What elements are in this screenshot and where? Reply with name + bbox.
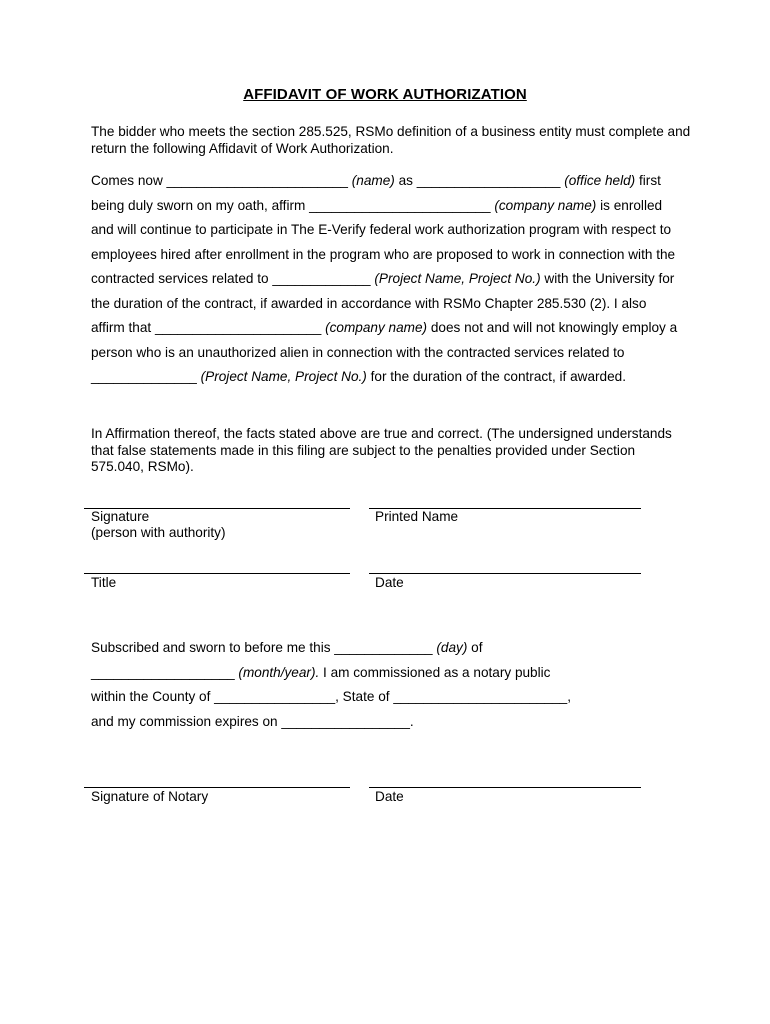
body-line-9: [91, 369, 626, 385]
date-label: Date: [375, 575, 404, 590]
body-line-5: [91, 271, 674, 287]
intro-paragraph: The bidder who meets the section 285.525, RSMo definition of a business entity must complete and return the following Affidavit of Work Authorization.: [91, 124, 691, 156]
printed-name-label: Printed Name: [375, 509, 459, 524]
body-line-3: and will continue to participate in The E-Verify federal work authorization program with respect to: [91, 222, 672, 237]
date-line[interactable]: [369, 573, 641, 574]
name-hint: (name): [351, 173, 395, 188]
body-text: Comes now ________________________: [91, 173, 352, 188]
body-text: with the University for: [540, 271, 675, 286]
notary-signature-line[interactable]: [84, 787, 350, 788]
body-line-8: person who is an unauthorized alien in connection with the contracted services related to: [91, 345, 625, 360]
notary-line-4: and my commission expires on _________________.: [91, 714, 414, 729]
body-line-1: [91, 173, 661, 189]
company-name-hint: (company name): [325, 320, 428, 335]
document-title: AFFIDAVIT OF WORK AUTHORIZATION: [243, 86, 527, 103]
notary-line-3: within the County of ________________, State of _______________________,: [91, 689, 571, 704]
body-text: being duly sworn on my oath, affirm ________________________: [91, 198, 495, 213]
signature-sublabel: (person with authority): [91, 525, 226, 540]
notary-text: I am commissioned as a notary public: [319, 665, 551, 680]
body-text: first: [635, 173, 661, 188]
affirmation-paragraph: In Affirmation thereof, the facts stated above are true and correct. (The undersigned understands that false statements made in this filing are subject to the penalties provided under Section 575.040, RSMo).: [91, 426, 672, 474]
body-text: for the duration of the contract, if awarded.: [366, 369, 627, 384]
body-line-2: [91, 198, 662, 214]
notary-text: of: [467, 640, 483, 655]
title-label: Title: [91, 575, 117, 590]
notary-signature-label: Signature of Notary: [91, 789, 209, 804]
office-held-hint: (office held): [564, 173, 636, 188]
body-text: as ___________________: [394, 173, 565, 188]
body-text: affirm that ______________________: [91, 320, 326, 335]
notary-line-2: [91, 665, 550, 681]
notary-date-line[interactable]: [369, 787, 641, 788]
body-line-6: the duration of the contract, if awarded in accordance with RSMo Chapter 285.530 (2). I also: [91, 296, 647, 311]
project-hint: (Project Name, Project No.): [200, 369, 367, 384]
day-hint: (day): [436, 640, 468, 655]
body-line-4: employees hired after enrollment in the program who are proposed to work in connection with the: [91, 247, 676, 262]
notary-line-1: [91, 640, 482, 656]
month-year-hint: (month/year).: [238, 665, 320, 680]
company-name-hint: (company name): [494, 198, 597, 213]
body-text: does not and will not knowingly employ a: [427, 320, 678, 335]
body-text: ______________: [91, 369, 201, 384]
body-line-7: [91, 320, 677, 336]
notary-text: ___________________: [91, 665, 239, 680]
notary-date-label: Date: [375, 789, 404, 804]
notary-text: Subscribed and sworn to before me this _____________: [91, 640, 437, 655]
body-text: is enrolled: [596, 198, 663, 213]
signature-label: Signature: [91, 509, 150, 524]
title-line[interactable]: [84, 573, 350, 574]
body-text: contracted services related to _____________: [91, 271, 375, 286]
project-hint: (Project Name, Project No.): [374, 271, 541, 286]
